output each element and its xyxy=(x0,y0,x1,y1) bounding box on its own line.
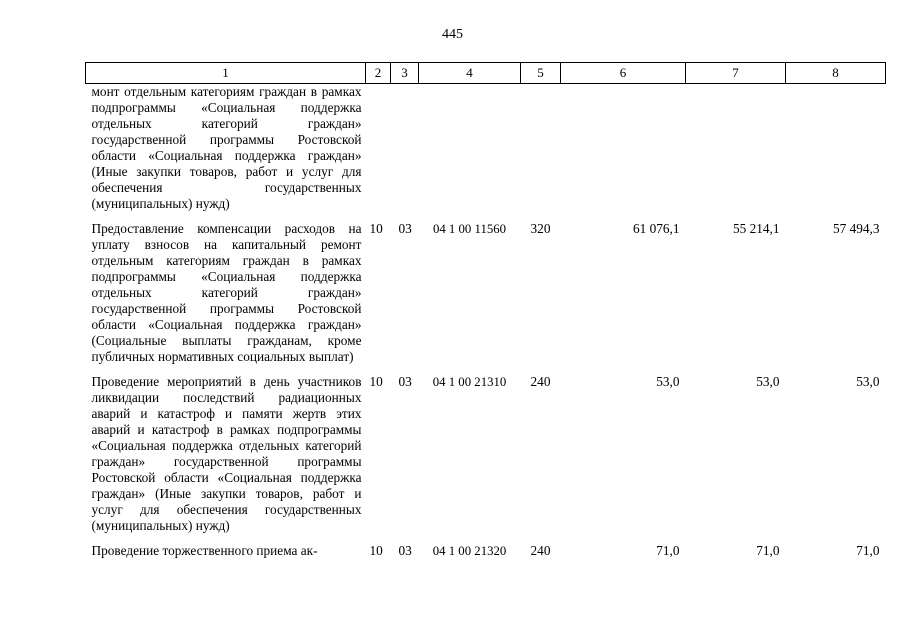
header-col-4: 4 xyxy=(419,63,521,84)
header-col-5: 5 xyxy=(521,63,561,84)
header-col-1: 1 xyxy=(86,63,366,84)
row-description: Предоставление компенсации расходов на уплату взносов на капитальный ремонт отдельным категориям граждан в рамках подпрограммы «Социальная поддержка отдельных категорий граждан» государственной программы Ростовской области «Социальная поддержка граждан» (Социальные выплаты гражданам, кроме публичных нормативных социальных выплат) xyxy=(91,221,362,364)
row-subsection: 03 xyxy=(398,543,412,558)
row-section: 10 xyxy=(369,543,383,558)
row-value-col8: 71,0 xyxy=(856,543,880,558)
table-row xyxy=(86,84,886,222)
row-target-article: 04 1 00 11560 xyxy=(432,222,507,236)
row-value-col6: 61 076,1 xyxy=(632,221,680,236)
row-value-col7 xyxy=(686,84,786,222)
row-expense-kind: 240 xyxy=(530,374,551,389)
row-value-col6: 53,0 xyxy=(656,374,680,389)
row-subsection: 03 xyxy=(398,221,412,236)
row-description: монт отдельным категориям граждан в рамках подпрограммы «Социальная поддержка отдельных категорий граждан» государственной программы Ростовской области «Социальная поддержка граждан» (Иные закупки товаров, работ и услуг для обеспечения государственных (муниципальных) нужд) xyxy=(91,84,362,211)
row-value-col7: 71,0 xyxy=(756,543,780,558)
row-target-article: 04 1 00 21310 xyxy=(432,375,507,389)
row-subsection: 03 xyxy=(398,374,412,389)
header-col-8: 8 xyxy=(786,63,886,84)
row-value-col7: 53,0 xyxy=(756,374,780,389)
header-row xyxy=(86,63,886,84)
row-section xyxy=(366,84,391,222)
header-col-6: 6 xyxy=(561,63,686,84)
table-row xyxy=(86,543,886,568)
header-col-7: 7 xyxy=(686,63,786,84)
table-row xyxy=(86,374,886,543)
row-subsection xyxy=(391,84,419,222)
budget-table xyxy=(85,62,886,568)
page-number: 445 xyxy=(442,27,463,42)
row-value-col8 xyxy=(786,84,886,222)
row-value-col6: 71,0 xyxy=(656,543,680,558)
header-col-2: 2 xyxy=(366,63,391,84)
row-expense-kind: 320 xyxy=(530,221,551,236)
row-expense-kind xyxy=(521,84,561,222)
row-section: 10 xyxy=(369,221,383,236)
row-value-col6 xyxy=(561,84,686,222)
header-col-3: 3 xyxy=(391,63,419,84)
row-target-article: 04 1 00 21320 xyxy=(432,544,507,558)
row-section: 10 xyxy=(369,374,383,389)
row-value-col8: 57 494,3 xyxy=(832,221,880,236)
row-expense-kind: 240 xyxy=(530,543,551,558)
row-target-article xyxy=(419,84,521,222)
row-value-col7: 55 214,1 xyxy=(732,221,780,236)
row-value-col8: 53,0 xyxy=(856,374,880,389)
table-row xyxy=(86,221,886,374)
row-description: Проведение мероприятий в день участников ликвидации последствий радиационных аварий и катастроф и памяти жертв этих аварий и катастроф в рамках подпрограммы «Социальная поддержка отдельных категорий граждан» государственной программы Ростовской области «Социальная поддержка граждан» (Иные закупки товаров, работ и услуг для обеспечения государственных (муниципальных) нужд) xyxy=(91,374,362,533)
row-description: Проведение торжественного приема ак- xyxy=(91,543,318,558)
